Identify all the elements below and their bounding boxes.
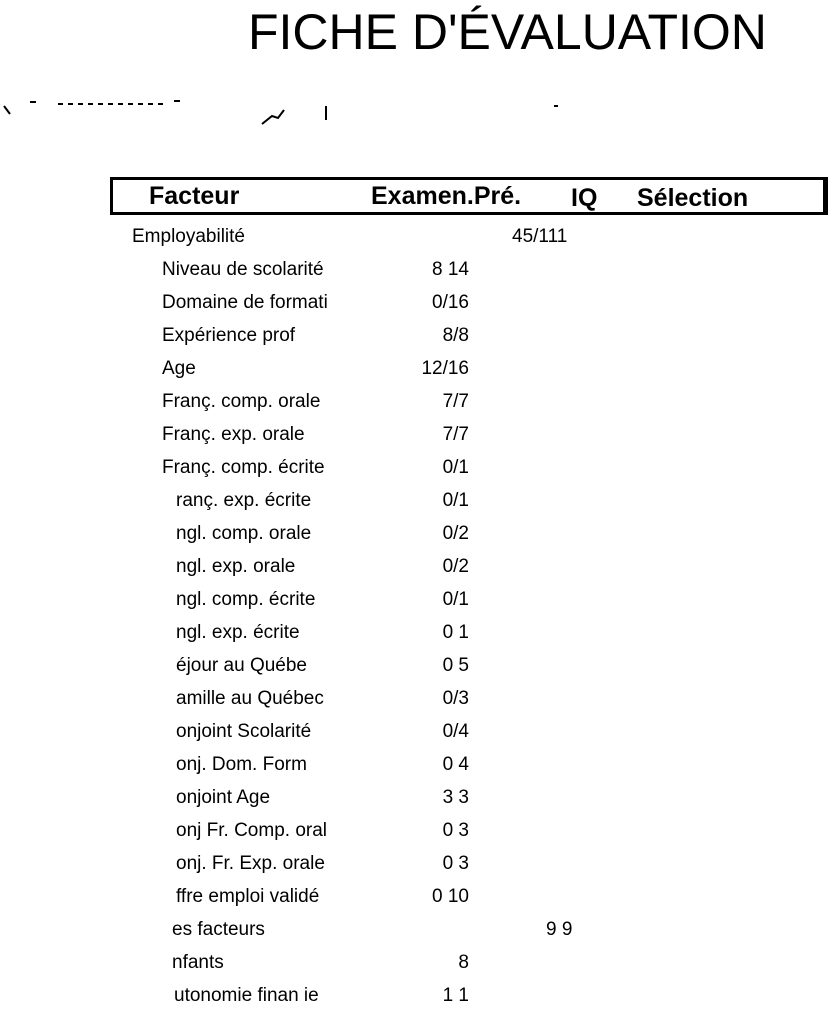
table-row [0, 550, 833, 583]
row-examen-value: 7/7 [442, 391, 469, 412]
table-header [110, 177, 828, 215]
row-label: onj. Fr. Exp. orale [176, 853, 325, 874]
table-row [0, 880, 833, 913]
table-row [0, 781, 833, 814]
table-row [0, 649, 833, 682]
row-examen-value: 0 5 [442, 655, 469, 676]
row-examen-value: 3 3 [442, 787, 469, 808]
header-examen: Examen.Pré. [371, 182, 522, 210]
row-examen-value: 0/2 [442, 556, 469, 577]
row-examen-value: 0 4 [442, 754, 469, 775]
header-iq: IQ [571, 184, 598, 212]
row-label: ngl. exp. écrite [176, 622, 300, 643]
table-row [0, 451, 833, 484]
row-examen-value: 0 3 [442, 820, 469, 841]
row-examen-value: 12/16 [421, 358, 469, 379]
row-label: ngl. exp. orale [176, 556, 296, 577]
row-examen-value: 0/1 [442, 457, 469, 478]
table-row [0, 319, 833, 352]
table-row [0, 220, 833, 253]
row-label: onj Fr. Comp. oral [176, 820, 327, 841]
table-row [0, 616, 833, 649]
row-label: Domaine de formati [162, 292, 328, 313]
scan-noise-marks [0, 92, 833, 132]
table-row [0, 286, 833, 319]
row-examen-value: 0/1 [442, 589, 469, 610]
table-row [0, 583, 833, 616]
table-row [0, 913, 833, 946]
row-examen-value: 8 14 [432, 259, 469, 280]
row-examen-value: 7/7 [442, 424, 469, 445]
row-examen-value: 8 [458, 952, 469, 973]
table-row [0, 517, 833, 550]
row-label: onjoint Age [176, 787, 271, 808]
row-label: Employabilité [132, 226, 245, 247]
row-label: Franç. comp. écrite [162, 457, 325, 478]
row-label: Age [162, 358, 196, 379]
row-iq-value: 45/111 [512, 226, 568, 247]
table-row [0, 847, 833, 880]
row-examen-value: 0/2 [442, 523, 469, 544]
row-label: onjoint Scolarité [176, 721, 312, 742]
table-row [0, 979, 833, 1012]
row-examen-value: 8/8 [442, 325, 469, 346]
row-label: ranç. exp. écrite [176, 490, 312, 511]
row-examen-value: 1 1 [442, 985, 469, 1006]
row-examen-value: 0 3 [442, 853, 469, 874]
table-row [0, 418, 833, 451]
row-label: nfants [172, 952, 224, 973]
row-label: Expérience prof [162, 325, 296, 346]
table-row [0, 748, 833, 781]
table-row [0, 385, 833, 418]
row-examen-value: 0/4 [442, 721, 469, 742]
row-label: éjour au Québe [176, 655, 307, 676]
row-label: amille au Québec [176, 688, 324, 709]
row-label: ngl. comp. orale [176, 523, 312, 544]
table-row [0, 715, 833, 748]
header-facteur: Facteur [149, 182, 240, 210]
row-label: Franç. exp. orale [162, 424, 305, 445]
table-row [0, 682, 833, 715]
row-iq-value: 9 9 [546, 919, 573, 940]
row-label: ngl. comp. écrite [176, 589, 316, 610]
row-examen-value: 0/1 [442, 490, 469, 511]
row-label: Franç. comp. orale [162, 391, 321, 412]
page-title: FICHE D'ÉVALUATION [248, 4, 767, 60]
table-row [0, 352, 833, 385]
row-examen-value: 0/3 [442, 688, 469, 709]
row-examen-value: 0 1 [442, 622, 469, 643]
row-examen-value: 0/16 [432, 292, 469, 313]
table-row [0, 484, 833, 517]
row-label: es facteurs [172, 919, 265, 940]
table-row [0, 946, 833, 979]
row-examen-value: 0 10 [432, 886, 469, 907]
row-label: Niveau de scolarité [162, 259, 324, 280]
header-selection: Sélection [637, 184, 749, 212]
row-label: ffre emploi validé [176, 886, 320, 907]
table-row [0, 814, 833, 847]
table-row [0, 253, 833, 286]
row-label: onj. Dom. Form [176, 754, 307, 775]
row-label: utonomie finan ie [174, 985, 319, 1006]
